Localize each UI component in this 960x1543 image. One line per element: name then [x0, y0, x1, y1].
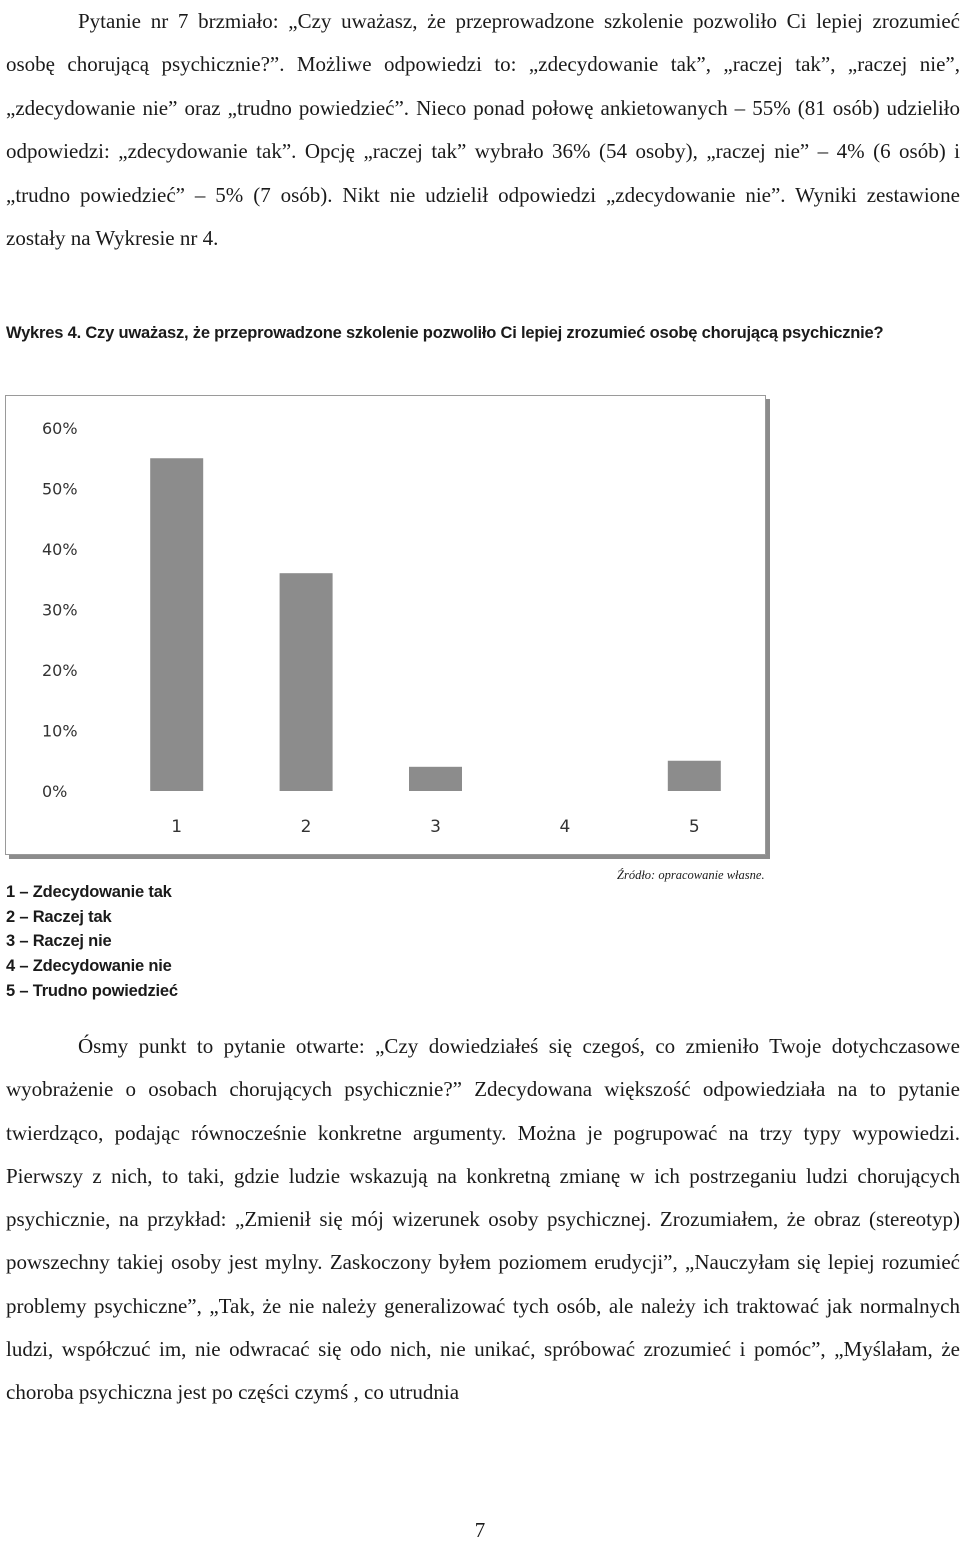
legend-item: 4 – Zdecydowanie nie — [6, 957, 172, 976]
legend-item: 2 – Raczej tak — [6, 907, 112, 926]
chart-legend — [6, 880, 178, 1004]
source-note: Źródło: opracowanie własne. — [617, 868, 765, 882]
y-tick-label: 10% — [42, 721, 78, 741]
x-tick-label: 2 — [300, 817, 312, 837]
x-tick-label: 4 — [559, 817, 571, 837]
y-tick-label: 40% — [42, 540, 78, 559]
bar-3 — [409, 767, 462, 791]
bar-5 — [668, 761, 721, 791]
bars — [150, 458, 721, 791]
y-axis-ticks — [42, 419, 78, 801]
y-tick-label: 60% — [42, 419, 78, 438]
paragraph-question-7: Pytanie nr 7 brzmiało: „Czy uważasz, że przeprowadzone szkolenie pozwoliło Ci lepiej zrozumieć osobę chorującą psychicznie?”. Możliwe odpowiedzi to: „zdecydowanie tak”, „raczej tak”, „raczej nie”, „zdecydowanie nie” oraz „trudno powiedzieć”. Nieco ponad połowę ankietowanych – 55% (81 osób) udzieliło odpowiedzi: „zdecydowanie tak”. Opcję „raczej tak” wybrało 36% (54 osoby), „raczej nie” – 4% (6 osób) i „trudno powiedzieć” – 5% (7 osób). Nikt nie udzielił odpowiedzi „zdecydowanie nie”. Wyniki zestawione zostały na Wykresie nr 4. — [6, 9, 960, 251]
bar-chart-frame — [5, 395, 766, 855]
y-tick-label: 30% — [42, 600, 78, 620]
y-tick-label: 20% — [42, 661, 78, 680]
bar-chart — [6, 396, 765, 854]
paragraph-question-8: Ósmy punkt to pytanie otwarte: „Czy dowiedziałeś się czegoś, co zmieniło Twoje dotychczasowe wyobrażenie o osobach chorujących psychicznie?” Zdecydowana większość odpowiedziała na to pytanie twierdząco, podając równocześnie konkretne argumenty. Można je pogrupować na trzy typy wypowiedzi. Pierwszy z nich, to taki, gdzie ludzie wskazują na konkretną zmianę w ich postrzeganiu ludzi chorujących psychicznie, na przykład: „Zmienił się mój wizerunek osoby psychicznej. Zrozumiałem, że obraz (stereotyp) powszechny takiej osoby jest mylny. Zaskoczony byłem poziomem erudycji”, „Nauczyłam się lepiej rozumieć problemy psychiczne”, „Tak, że nie należy generalizować tych osób, ale należy ich traktować jak normalnych ludzi, współczuć im, nie odwracać się odo nich, nie unikać, spróbować zrozumieć i pomóc”, „Myślałam, że choroba psychiczna jest po części czymś , co utrudnia — [6, 1034, 960, 1405]
y-tick-label: 0% — [42, 782, 68, 801]
page-number: 7 — [474, 1518, 486, 1542]
x-tick-label: 3 — [430, 817, 441, 837]
bar-2 — [280, 573, 333, 791]
bar-1 — [150, 458, 203, 791]
legend-item: 3 – Raczej nie — [6, 932, 112, 951]
x-tick-label: 5 — [688, 817, 700, 837]
figure-caption: Wykres 4. Czy uważasz, że przeprowadzone szkolenie pozwoliło Ci lepiej zrozumieć osobę chorującą psychicznie? — [6, 324, 884, 342]
y-tick-label: 50% — [42, 479, 78, 499]
x-tick-label: 1 — [171, 817, 183, 837]
legend-item: 5 – Trudno powiedzieć — [6, 981, 178, 1000]
x-axis-ticks — [171, 817, 699, 837]
legend-item: 1 – Zdecydowanie tak — [6, 883, 172, 901]
